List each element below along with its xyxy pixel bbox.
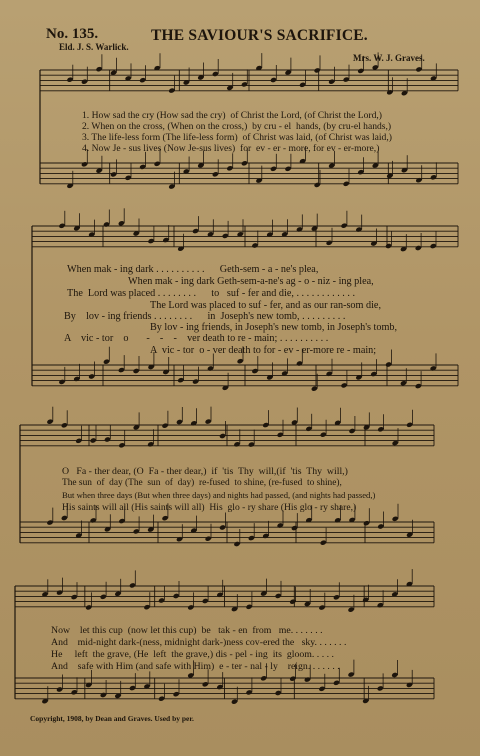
system3-verse1: O Fa - ther dear, (O Fa - ther dear,) if 'tis Thy will,(if 'tis Thy will,) bbox=[62, 466, 348, 477]
system2-line4: The Lord was placed to suf - fer, and as our ran-som die, bbox=[150, 300, 381, 311]
system2-line6: By lov - ing friends, in Joseph's new tomb, in Joseph's tomb, bbox=[150, 322, 398, 333]
hymn-number: No. 135. bbox=[46, 26, 99, 42]
system4-verse1: Now let this cup (now let this cup) be tak - en from me. . . . . . . bbox=[51, 625, 323, 636]
hymn-title: THE SAVIOUR'S SACRIFICE. bbox=[151, 27, 368, 44]
system2-line1: When mak - ing dark . . . . . . . . . . Geth-sem - a - ne's plea, bbox=[67, 264, 319, 275]
music-credit: Mrs. W. J. Graves. bbox=[353, 53, 425, 63]
system3-verse3: But when three days (But when three days) and nights had passed, (and nights had passed,) bbox=[62, 490, 376, 500]
system1-verse4: 4. Now Je - sus lives (Now Je-sus lives) for ev - er - more, for ev - er-more,) bbox=[82, 143, 380, 154]
system2-line2: When mak - ing dark Geth-sem-a-ne's ag - o - niz - ing plea, bbox=[128, 276, 374, 287]
system3-verse2: The sun of day (The sun of day) re-fused to shine, (re-fused to shine), bbox=[62, 478, 342, 488]
system1-verse3: 3. The life-less form (The life-less form) of Christ was laid, (of Christ was laid,) bbox=[82, 132, 392, 143]
system4-verse2: And mid-night dark-(ness, midnight dark-)ness cov-ered the sky. . . . . . . bbox=[51, 637, 347, 648]
system2-line7: A vic - tor o - - - ver death to re - main; . . . . . . . . . . bbox=[64, 333, 329, 344]
system2-line3: The Lord was placed . . . . . . . . to suf - fer and die, . . . . . . . . . . . . bbox=[67, 288, 356, 299]
system4-verse3: He left the grave, (He left the grave,) dis - pel - ing its gloom. . . . . bbox=[51, 649, 334, 660]
system4-verse4: And safe with Him (and safe with Him) e - ter - nal - ly reign. . . . . . . bbox=[51, 661, 340, 672]
system1-verse2: 2. When on the cross, (When on the cross,) by cru - el hands, (by cru-el hands,) bbox=[82, 121, 392, 132]
words-credit: Eld. J. S. Warlick. bbox=[59, 42, 129, 52]
system2-line8: A vic - tor o - ver death to for - ev - er-more re - main; bbox=[150, 345, 377, 356]
copyright-footer: Copyright, 1908, by Dean and Graves. Used by per. bbox=[30, 714, 194, 723]
system2-line5: By lov - ing friends . . . . . . . . in Joseph's new tomb, . . . . . . . . . bbox=[64, 311, 346, 322]
system1-verse1: 1. How sad the cry (How sad the cry) of Christ the Lord, (of Christ the Lord,) bbox=[82, 110, 383, 121]
system3-verse4: His saints will all (His saints will all) His glo - ry share (His glo - ry share,) bbox=[62, 502, 357, 513]
